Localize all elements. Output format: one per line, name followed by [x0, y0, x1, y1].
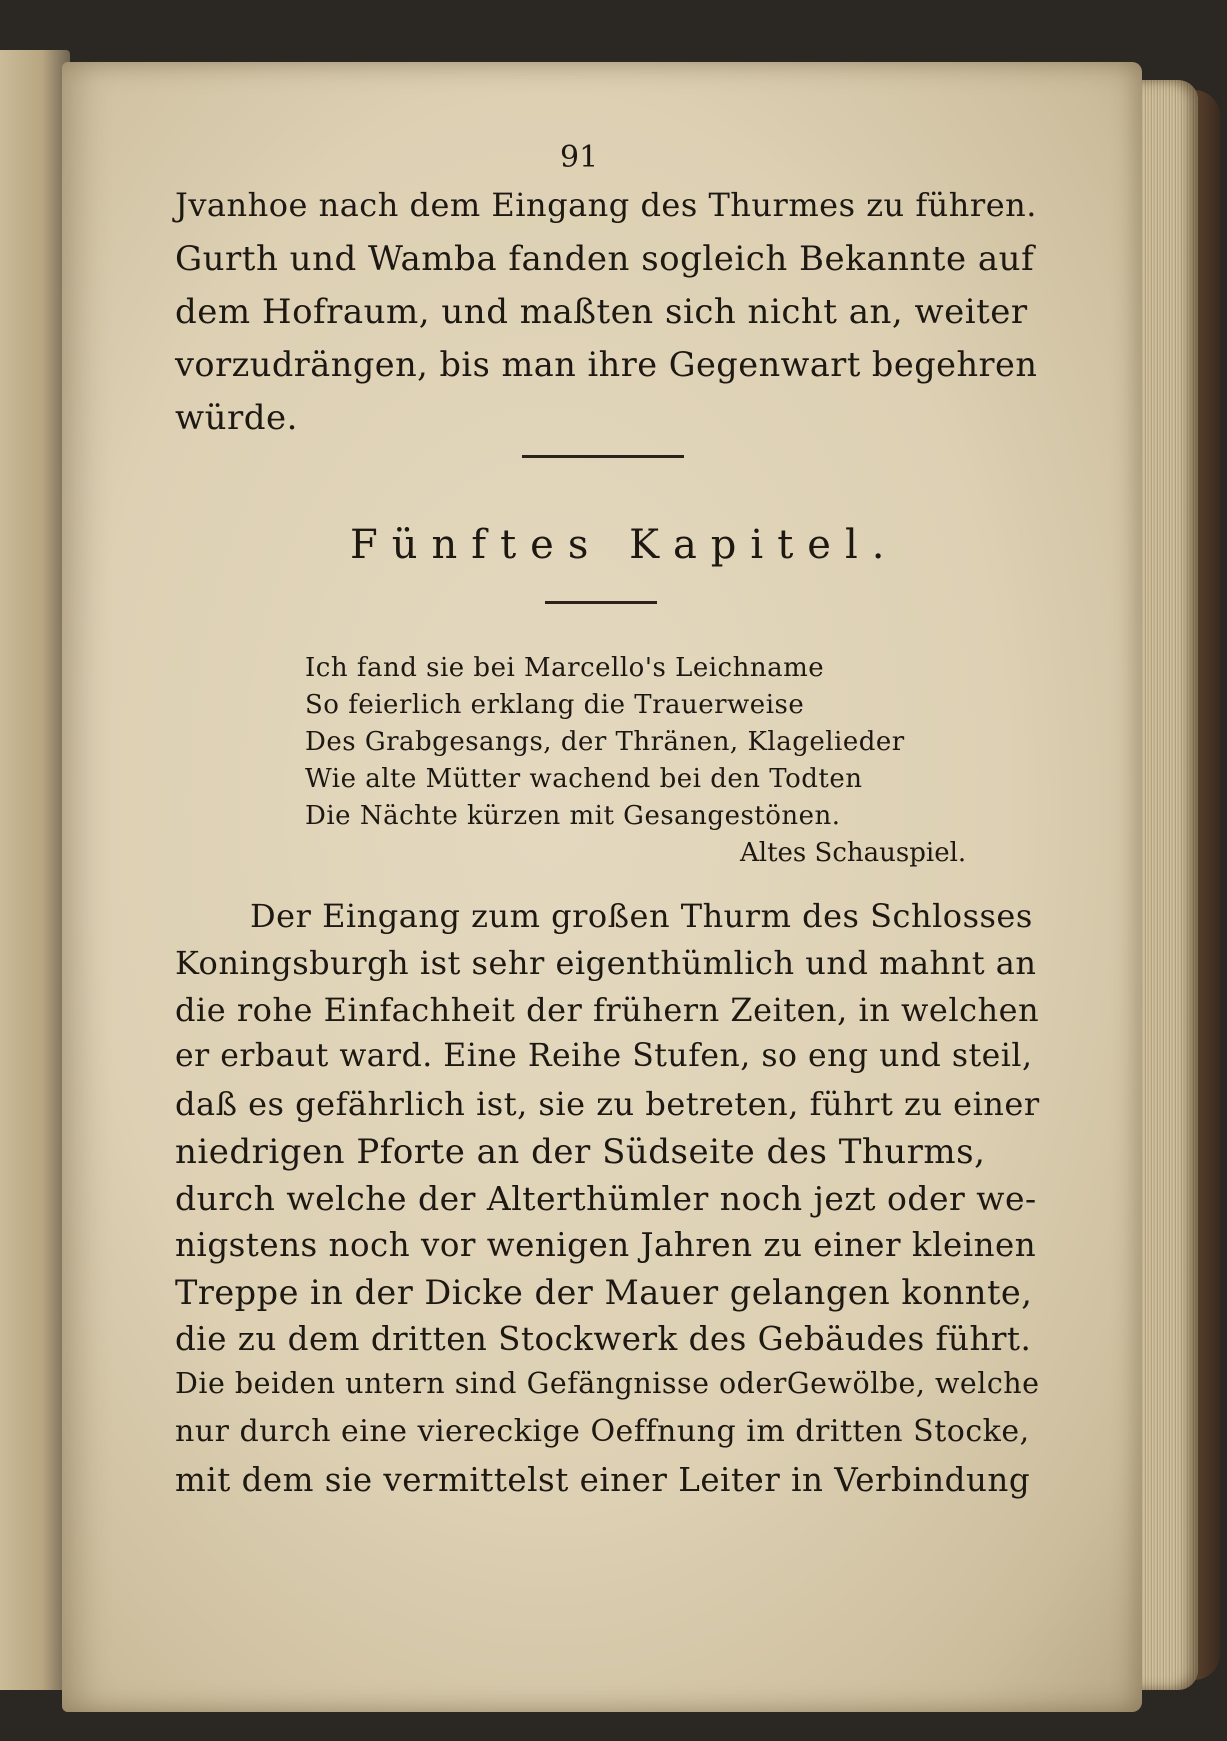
paragraph-line: er erbaut ward. Eine Reihe Stufen, so eng und steil,: [175, 1038, 1033, 1074]
intro-line: Gurth und Wamba fanden sogleich Bekannte auf: [175, 239, 1035, 279]
page-number: 91: [560, 140, 599, 175]
intro-line: Jvanhoe nach dem Eingang des Thurmes zu führen.: [175, 186, 1037, 224]
paragraph-line: Die beiden untern sind Gefängnisse oderGewölbe, welche: [175, 1367, 1040, 1400]
paragraph-line: die zu dem dritten Stockwerk des Gebäudes führt.: [175, 1320, 1032, 1358]
intro-line: vorzudrängen, bis man ihre Gegenwart begehren: [175, 345, 1038, 384]
paragraph-line: die rohe Einfachheit der frühern Zeiten, in welchen: [175, 991, 1040, 1029]
paragraph-line: Der Eingang zum großen Thurm des Schlosses: [250, 897, 1033, 935]
paragraph-line: niedrigen Pforte an der Südseite des Thurms,: [175, 1132, 986, 1172]
epigraph-line: So feierlich erklang die Trauerweise: [305, 690, 805, 720]
epigraph-line: Die Nächte kürzen mit Gesangestönen.: [305, 801, 841, 831]
epigraph-line: Des Grabgesangs, der Thränen, Klagelieder: [305, 727, 905, 757]
section-divider-rule: [522, 455, 684, 458]
intro-line: dem Hofraum, und maßten sich nicht an, weiter: [175, 292, 1028, 332]
intro-line: würde.: [175, 398, 298, 438]
paragraph-line: durch welche der Alterthümler noch jezt oder we-: [175, 1179, 1037, 1218]
paragraph-line: nigstens noch vor wenigen Jahren zu einer kleinen: [175, 1226, 1037, 1264]
previous-page-edge: [0, 50, 70, 1690]
paragraph-line: mit dem sie vermittelst einer Leiter in Verbindung: [175, 1461, 1031, 1499]
paragraph-line: Koningsburgh ist sehr eigenthümlich und mahnt an: [175, 944, 1037, 982]
epigraph-line: Wie alte Mütter wachend bei den Todten: [305, 764, 863, 794]
paragraph-line: Treppe in der Dicke der Mauer gelangen konnte,: [175, 1273, 1033, 1312]
epigraph-attribution: Altes Schauspiel.: [740, 838, 967, 868]
chapter-heading: Fünftes Kapitel.: [350, 522, 899, 568]
paragraph-line: daß es gefährlich ist, sie zu betreten, führt zu einer: [175, 1085, 1040, 1123]
epigraph-line: Ich fand sie bei Marcello's Leichname: [305, 653, 825, 683]
chapter-underline-rule: [545, 601, 657, 604]
paragraph-line: nur durch eine viereckige Oeffnung im dritten Stocke,: [175, 1414, 1030, 1449]
